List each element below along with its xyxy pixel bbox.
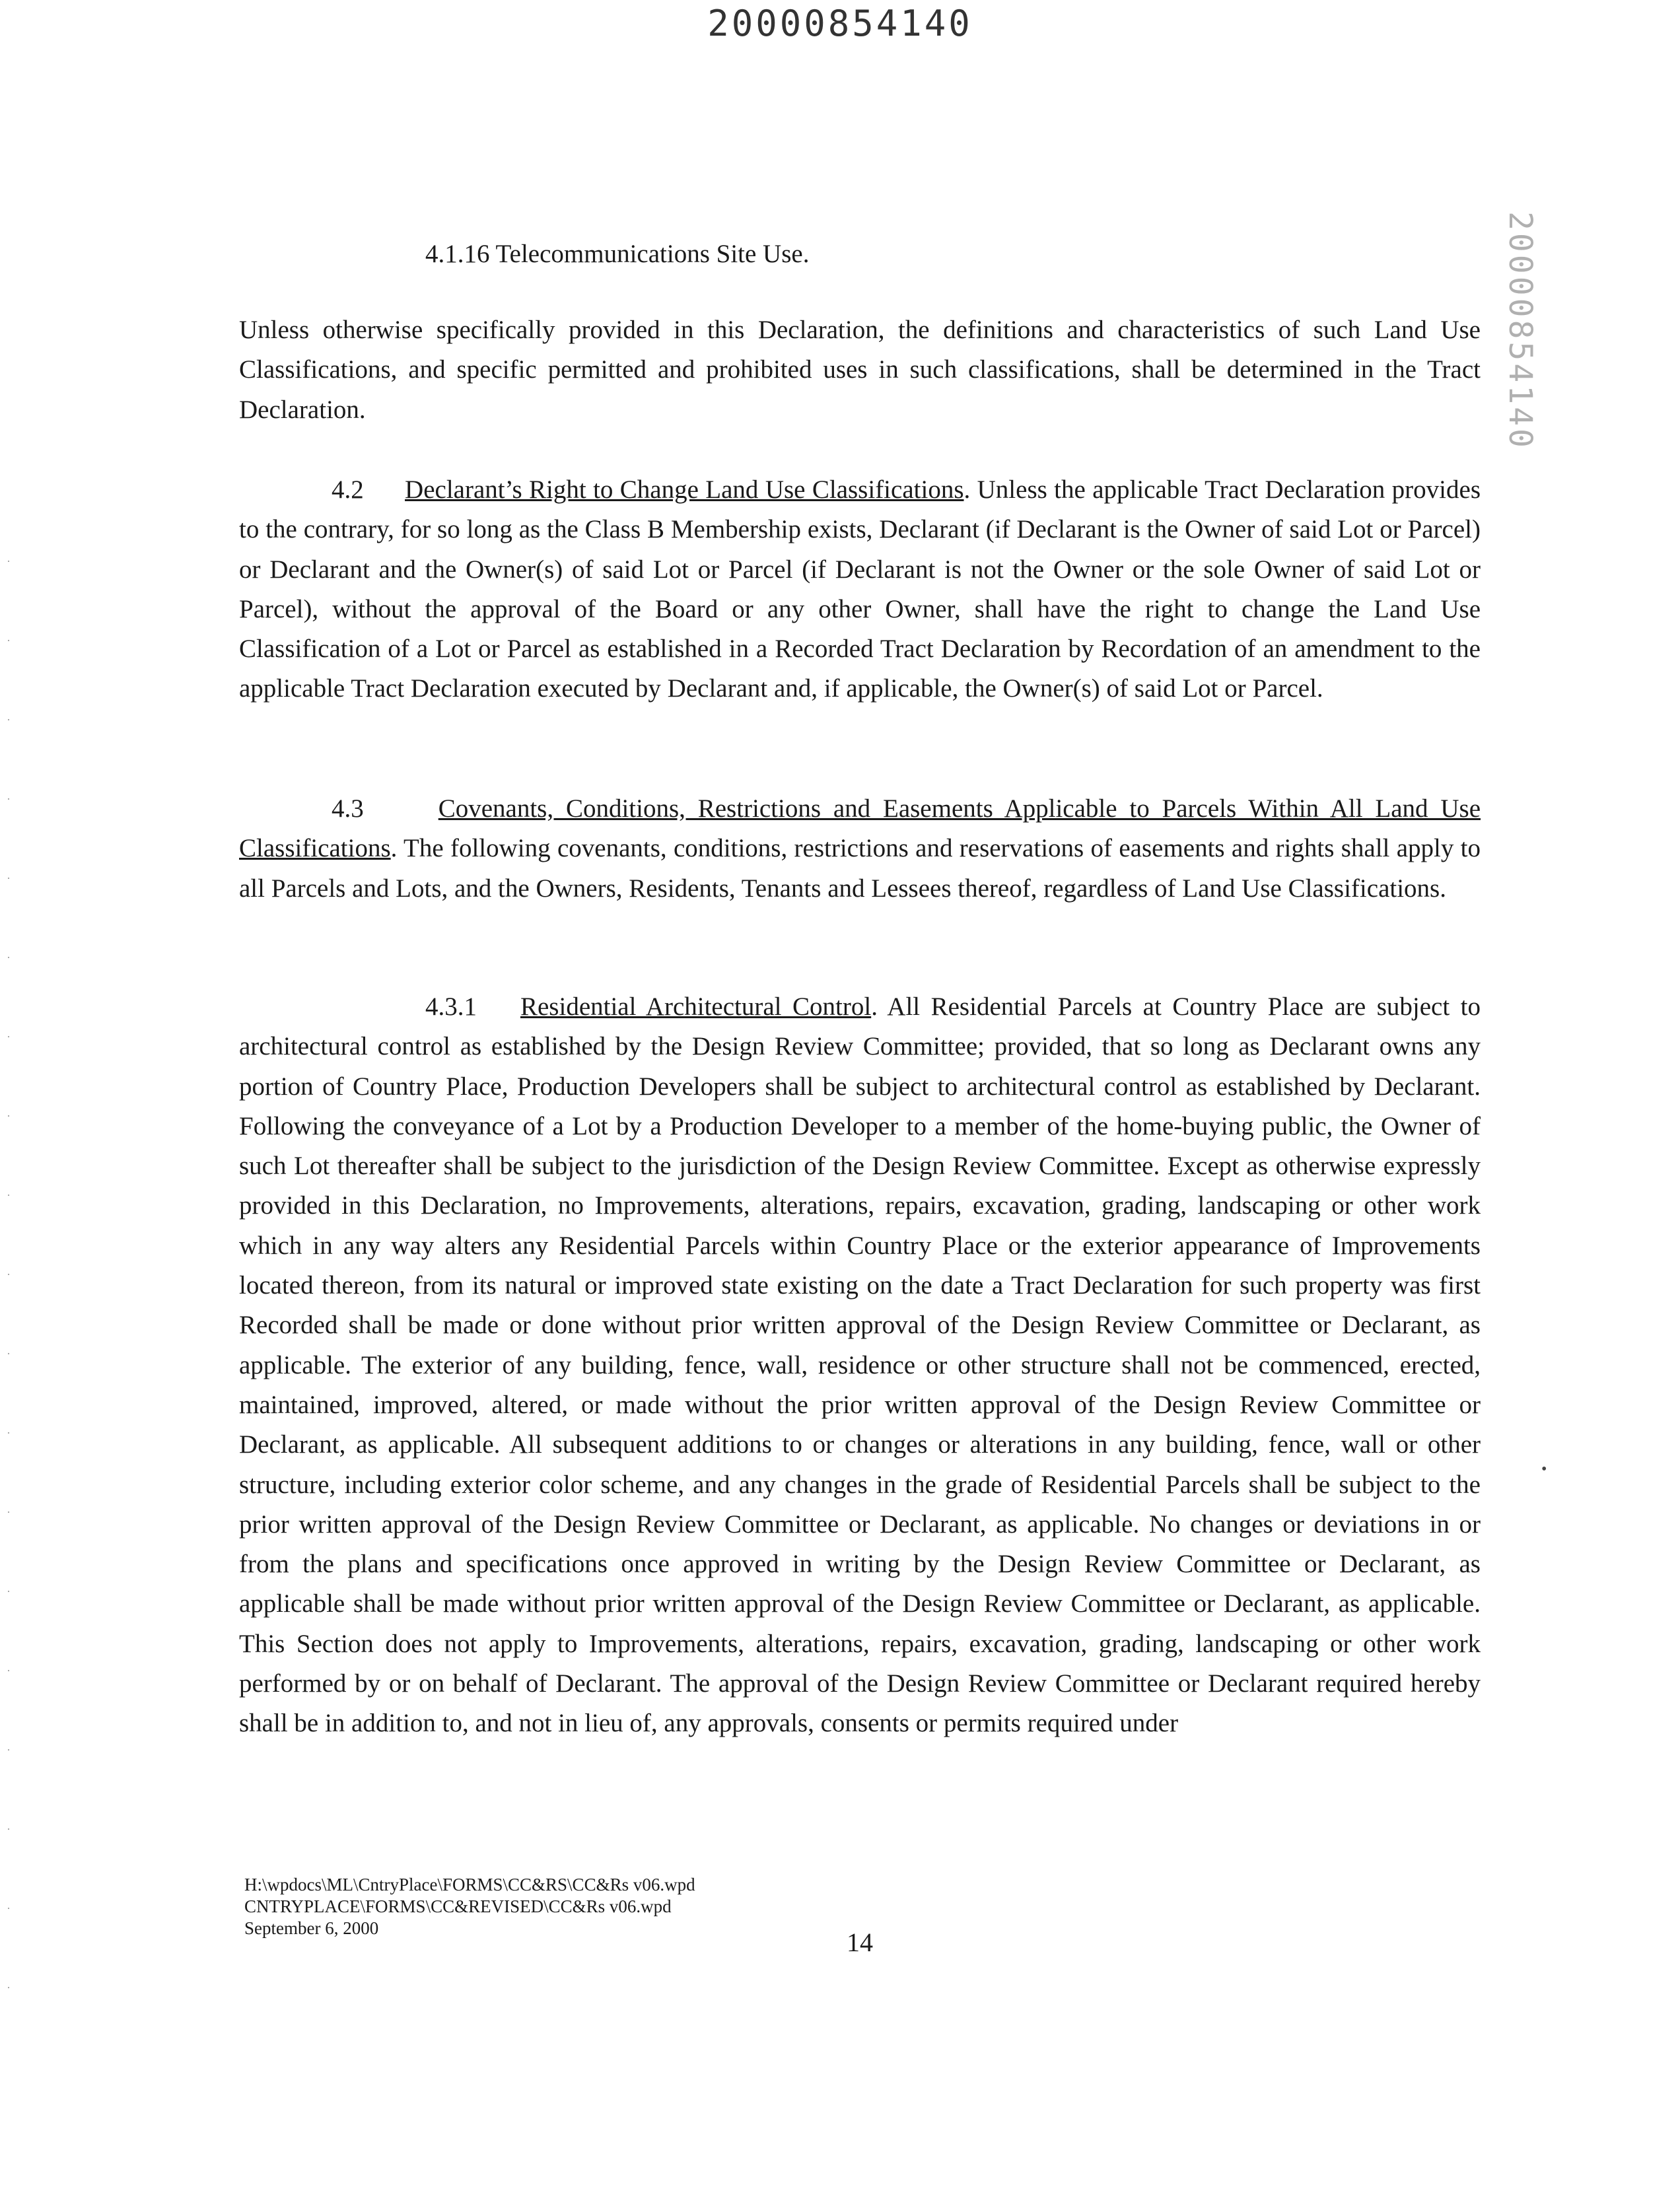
footer-date: September 6, 2000 <box>244 1918 379 1938</box>
section-4-2-number: 4.2 <box>332 475 364 504</box>
section-4-3-1-title: Residential Architectural Control <box>520 992 872 1021</box>
scan-speck: • <box>1541 1461 1547 1478</box>
section-4-3-1-number: 4.3.1 <box>425 992 477 1021</box>
section-4-2-paragraph <box>239 470 1481 709</box>
section-heading-4-1-16: 4.1.16 Telecommunications Site Use. <box>425 240 810 268</box>
side-stamp-number: 20000854140 <box>1502 211 1539 450</box>
section-4-2-text: . Unless the applicable Tract Declaration provides to the contrary, for so long as the Class B Membership exists, Declarant (if Declarant is the Owner of said Lot or Parcel) or Declarant and the Owner(s) of said Lot or Parcel (if Declarant is not the Owner or the sole Owner of said Lot or Parcel), without the approval of the Board or any other Owner, shall have the right to change the Land Use Classification of a Lot or Parcel as established in a Recorded Tract Declaration by Recordation of an amendment to the applicable Tract Declaration executed by Declarant and, if applicable, the Owner(s) of said Lot or Parcel. <box>239 475 1481 703</box>
section-4-3-title: Covenants, Conditions, Restrictions and Easements Applicable to Parcels Within All Land Use Classifications <box>239 794 1481 863</box>
section-4-3-number: 4.3 <box>332 794 364 823</box>
footer <box>244 1874 695 1939</box>
footer-path-1: H:\wpdocs\ML\CntryPlace\FORMS\CC&RS\CC&Rs v06.wpd <box>244 1875 695 1894</box>
document-number: 20000854140 <box>707 3 973 44</box>
section-4-2-title: Declarant’s Right to Change Land Use Classifications <box>405 475 964 504</box>
section-4-3-paragraph <box>239 789 1481 909</box>
section-4-3-1-paragraph <box>239 987 1481 1744</box>
page-number: 14 <box>847 1927 873 1957</box>
intro-paragraph: Unless otherwise specifically provided in this Declaration, the definitions and characteristics of such Land Use Classifications, and specific permitted and prohibited uses in such classifications, shall be determined in the Tract Declaration. <box>239 316 1481 424</box>
section-4-3-1-text: . All Residential Parcels at Country Place are subject to architectural control as established by the Design Review Committee; provided, that so long as Declarant owns any portion of Country Place, Production Developers shall be subject to architectural control as established by Declarant. Following the conveyance of a Lot by a Production Developer to a member of the home-buying public, the Owner of such Lot thereafter shall be subject to the jurisdiction of the Design Review Committee. Except as otherwise expressly provided in this Declaration, no Improvements, alterations, repairs, excavation, grading, landscaping or other work which in any way alters any Residential Parcels within Country Place or the exterior appearance of Improvements located thereon, from its natural or improved state existing on the date a Tract Declaration for such property was first Recorded shall be made or done without prior written approval of the Design Review Committee or Declarant, as applicable. The exterior of any building, fence, wall, residence or other structure shall not be commenced, erected, maintained, improved, altered, or made without the prior written approval of the Design Review Committee or Declarant, as applicable. All subsequent additions to or changes or alterations in any building, fence, wall or other structure, including exterior color scheme, and any changes in the grade of Residential Parcels shall be subject to the prior written approval of the Design Review Committee or Declarant, as applicable. No changes or deviations in or from the plans and specifications once approved in writing by the Design Review Committee or Declarant, as applicable shall be made without prior written approval of the Design Review Committee or Declarant, as applicable. This Section does not apply to Improvements, alterations, repairs, excavation, grading, landscaping or other work performed by or on behalf of Declarant. The approval of the Design Review Committee or Declarant required hereby shall be in addition to, and not in lieu of, any approvals, consents or permits required under <box>239 992 1481 1738</box>
section-4-3-text: . The following covenants, conditions, restrictions and reservations of easements and rights shall apply to all Parcels and Lots, and the Owners, Residents, Tenants and Lessees thereof, regardless of Land Use Classifications. <box>239 834 1481 903</box>
footer-path-2: CNTRYPLACE\FORMS\CC&REVISED\CC&Rs v06.wpd <box>244 1896 672 1916</box>
scan-margin-marks: · · · · · · · · · · · · · · · · · · · <box>7 555 11 1994</box>
